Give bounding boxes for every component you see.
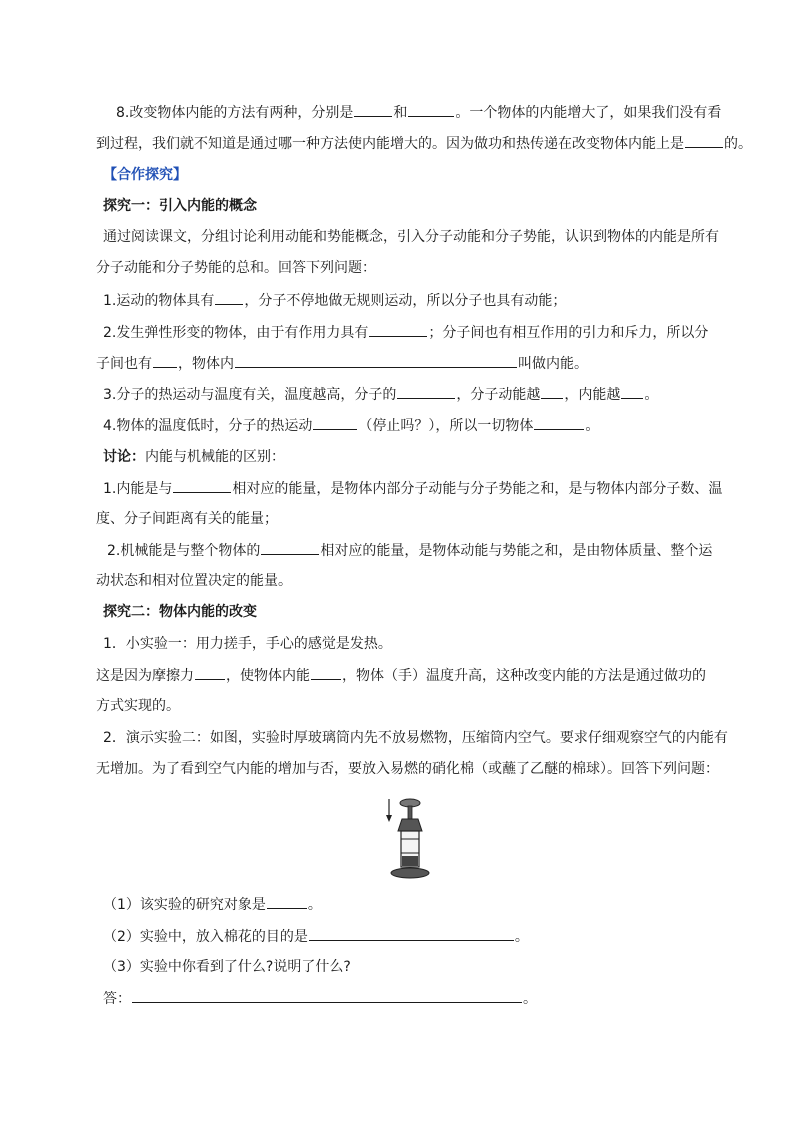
text: 答： xyxy=(103,991,131,1007)
down-arrow-head xyxy=(386,815,392,822)
answer-blank[interactable] xyxy=(541,384,563,399)
answer-blank[interactable] xyxy=(397,384,455,399)
text: 。 xyxy=(307,897,322,913)
text: 。 xyxy=(514,929,529,945)
discussion-1-cont: 度、分子间距离有关的能量； xyxy=(96,511,278,527)
text: 相对应的能量，是物体内部分子动能与分子势能之和，是与物体内部分子数、温 xyxy=(232,481,723,497)
question-1 xyxy=(103,290,566,311)
question-2 xyxy=(103,322,708,343)
question-3 xyxy=(103,384,658,405)
text: ，物体（手）温度升高，这种改变内能的方法是通过做功的 xyxy=(342,668,706,684)
text: 的。 xyxy=(724,136,752,152)
inquiry-1-title: 探究一：引入内能的概念 xyxy=(103,198,257,214)
discussion-1 xyxy=(103,478,722,499)
text: （停止吗？），所以一切物体 xyxy=(358,418,534,434)
answer-blank[interactable] xyxy=(369,322,427,337)
text: 子间也有 xyxy=(96,356,152,372)
answer-blank[interactable] xyxy=(261,540,319,555)
text: 1.运动的物体具有 xyxy=(103,293,215,309)
answer-blank[interactable] xyxy=(195,665,225,680)
piston-rod xyxy=(408,806,412,819)
text: 叫做内能。 xyxy=(518,356,588,372)
text: 。一个物体的内能增大了，如果我们没有看 xyxy=(455,105,722,121)
discussion-2 xyxy=(107,540,712,561)
section-heading-cooperative: 【合作探究】 xyxy=(103,167,187,183)
answer-blank[interactable] xyxy=(267,894,307,909)
text: （2）实验中，放入棉花的目的是 xyxy=(103,929,308,945)
text: ，使物体内能 xyxy=(226,668,310,684)
discussion-label: 讨论： xyxy=(103,449,145,465)
text: 8.改变物体内能的方法有两种，分别是 xyxy=(116,105,354,121)
answer-blank[interactable] xyxy=(215,290,243,305)
text: 和 xyxy=(393,105,408,121)
compression-cylinder-diagram xyxy=(380,795,440,880)
experiment-2-cont: 无增加。为了看到空气内能的增加与否，要放入易燃的硝化棉（或蘸了乙醚的棉球）。回答下列问题： xyxy=(96,761,719,777)
text: 。 xyxy=(523,991,537,1007)
text: 。 xyxy=(585,418,600,434)
answer-blank[interactable] xyxy=(621,384,643,399)
discussion-heading xyxy=(103,447,285,467)
answer-line xyxy=(103,988,537,1009)
answer-blank[interactable] xyxy=(408,102,454,117)
text: ，内能越 xyxy=(564,387,621,403)
answer-blank[interactable] xyxy=(153,353,177,368)
answer-blank[interactable] xyxy=(313,415,357,430)
answer-blank[interactable] xyxy=(235,353,517,368)
cotton-ball xyxy=(402,856,418,866)
answer-blank[interactable] xyxy=(685,133,723,148)
text: ，物体内 xyxy=(178,356,234,372)
text: （1）该实验的研究对象是 xyxy=(103,897,266,913)
text: ，分子动能越 xyxy=(456,387,541,403)
answer-blank[interactable] xyxy=(311,665,341,680)
experiment-2: 2．演示实验二：如图，实验时厚玻璃筒内先不放易燃物，压缩筒内空气。要求仔细观察空气的内能有 xyxy=(103,730,728,746)
text: 相对应的能量，是物体动能与势能之和，是由物体质量、整个运 xyxy=(320,543,713,559)
question-2-cont xyxy=(96,353,588,374)
text: 2.发生弹性形变的物体，由于有作用力具有 xyxy=(103,325,369,341)
sub-question-2 xyxy=(103,926,529,947)
text: ；分子间也有相互作用的引力和斥力，所以分 xyxy=(428,325,709,341)
text: 内能与机械能的区别： xyxy=(145,449,285,465)
text: 到过程，我们就不知道是通过哪一种方法使内能增大的。因为做功和热传递在改变物体内能上是 xyxy=(96,136,684,152)
experiment-1-detail xyxy=(96,665,706,686)
piston-head xyxy=(398,819,422,831)
line-8-cont xyxy=(96,133,752,154)
text: 4.物体的温度低时，分子的热运动 xyxy=(103,418,313,434)
paragraph: 分子动能和分子势能的总和。回答下列问题： xyxy=(96,260,376,276)
question-4 xyxy=(103,415,599,436)
answer-blank[interactable] xyxy=(132,988,522,1003)
text: 3.分子的热运动与温度有关，温度越高，分子的 xyxy=(103,387,397,403)
base-stand xyxy=(391,868,429,878)
answer-blank[interactable] xyxy=(534,415,584,430)
inquiry-2-title: 探究二：物体内能的改变 xyxy=(103,604,257,620)
discussion-2-cont: 动状态和相对位置决定的能量。 xyxy=(96,573,292,589)
line-8 xyxy=(116,102,721,123)
text: 1.内能是与 xyxy=(103,481,173,497)
answer-blank[interactable] xyxy=(309,926,514,941)
text: ，分子不停地做无规则运动，所以分子也具有动能； xyxy=(244,293,567,309)
paragraph: 通过阅读课文，分组讨论利用动能和势能概念，引入分子动能和分子势能，认识到物体的内能是所有 xyxy=(103,229,719,245)
compression-cylinder-icon xyxy=(380,795,440,880)
text: 2.机械能是与整个物体的 xyxy=(107,543,261,559)
sub-question-1 xyxy=(103,894,322,915)
text: 这是因为摩擦力 xyxy=(96,668,194,684)
text: 。 xyxy=(644,387,659,403)
answer-blank[interactable] xyxy=(173,478,231,493)
answer-blank[interactable] xyxy=(354,102,392,117)
sub-question-3: （3）实验中你看到了什么?说明了什么? xyxy=(103,959,351,975)
experiment-1-detail-cont: 方式实现的。 xyxy=(96,698,180,714)
experiment-1: 1．小实验一：用力搓手，手心的感觉是发热。 xyxy=(103,636,392,652)
